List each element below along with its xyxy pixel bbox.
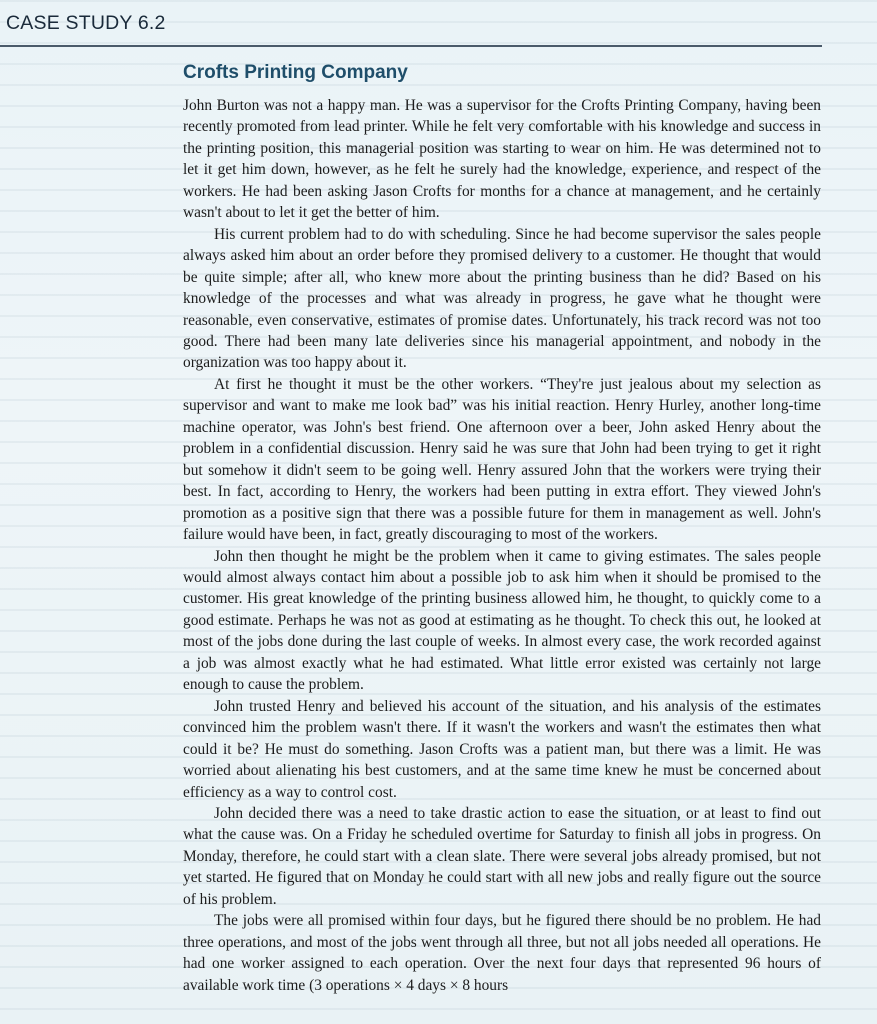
header-divider bbox=[0, 45, 822, 47]
paragraph: John Burton was not a happy man. He was a supervisor for the Crofts Printing Company, having been recently promoted from lead printer. While he felt very comfortable with his knowledge and success in the printing position, this managerial position was starting to wear on him. He was determined not to let it get him down, however, as he felt he surely had the knowledge, experience, and respect of the workers. He had been asking Jason Crofts for months for a chance at management, and he certainly wasn't about to let it get the better of him. bbox=[183, 97, 821, 222]
paragraph: At first he thought it must be the other workers. “They're just jealous about my selection as supervisor and want to make me look bad” was his initial reaction. Henry Hurley, another long-time machine operator, was John's best friend. One afternoon over a beer, John asked Henry about the problem in a confidential discussion. Henry said he was sure that John had been trying to get it right but somehow it didn't seem to be going well. Henry assured John that the workers were trying their best. In fact, according to Henry, the workers had been putting in extra effort. They viewed John's promotion as a positive sign that there was a possible future for them in management as well. John's failure would have been, in fact, greatly discouraging to most of the workers. bbox=[183, 375, 821, 544]
paragraph: His current problem had to do with scheduling. Since he had become supervisor the sales people always asked him about an order before they promised delivery to a customer. He thought that would be quite simple; after all, who knew more about the printing business than he did? Based on his knowledge of the processes and what was already in progress, he gave what he thought were reasonable, even conservative, estimates of promise dates. Unfortunately, his track record was not too good. There had been many late deliveries since his managerial appointment, and nobody in the organization was too happy about it. bbox=[183, 225, 821, 372]
paragraph: The jobs were all promised within four days, but he figured there should be no problem. He had three operations, and most of the jobs went through all three, but not all jobs needed all operations. He had one worker assigned to each operation. Over the next four days that represented 96 hours of available work time (3 operations × 4 days × 8 hours bbox=[183, 912, 821, 994]
case-study-title: Crofts Printing Company bbox=[183, 62, 408, 83]
paragraph: John then thought he might be the problem when it came to giving estimates. The sales people would almost always contact him about a possible job to ask him when it should be promised to the customer. His great knowledge of the printing business allowed him, he thought, to quickly come to a good estimate. Perhaps he was not as good at estimating as he thought. To check this out, he looked at most of the jobs done during the last couple of weeks. In almost every case, the work recorded against a job was almost exactly what he had estimated. What little error existed was certainly not large enough to cause the problem. bbox=[183, 547, 821, 694]
case-study-label: CASE STUDY 6.2 bbox=[6, 12, 166, 34]
paragraph: John trusted Henry and believed his account of the situation, and his analysis of the estimates convinced him the problem wasn't there. If it wasn't the workers and wasn't the estimates then what could it be? He must do something. Jason Crofts was a patient man, but there was a limit. He was worried about alienating his best customers, and at the same time knew he must be concerned about efficiency as a way to control cost. bbox=[183, 697, 821, 801]
paragraph: John decided there was a need to take drastic action to ease the situation, or at least to find out what the cause was. On a Friday he scheduled overtime for Saturday to finish all jobs in progress. On Monday, therefore, he could start with a clean slate. There were several jobs already promised, but not yet started. He figured that on Monday he could start with all new jobs and really figure out the source of his problem. bbox=[183, 804, 821, 908]
case-study-body bbox=[183, 95, 821, 996]
